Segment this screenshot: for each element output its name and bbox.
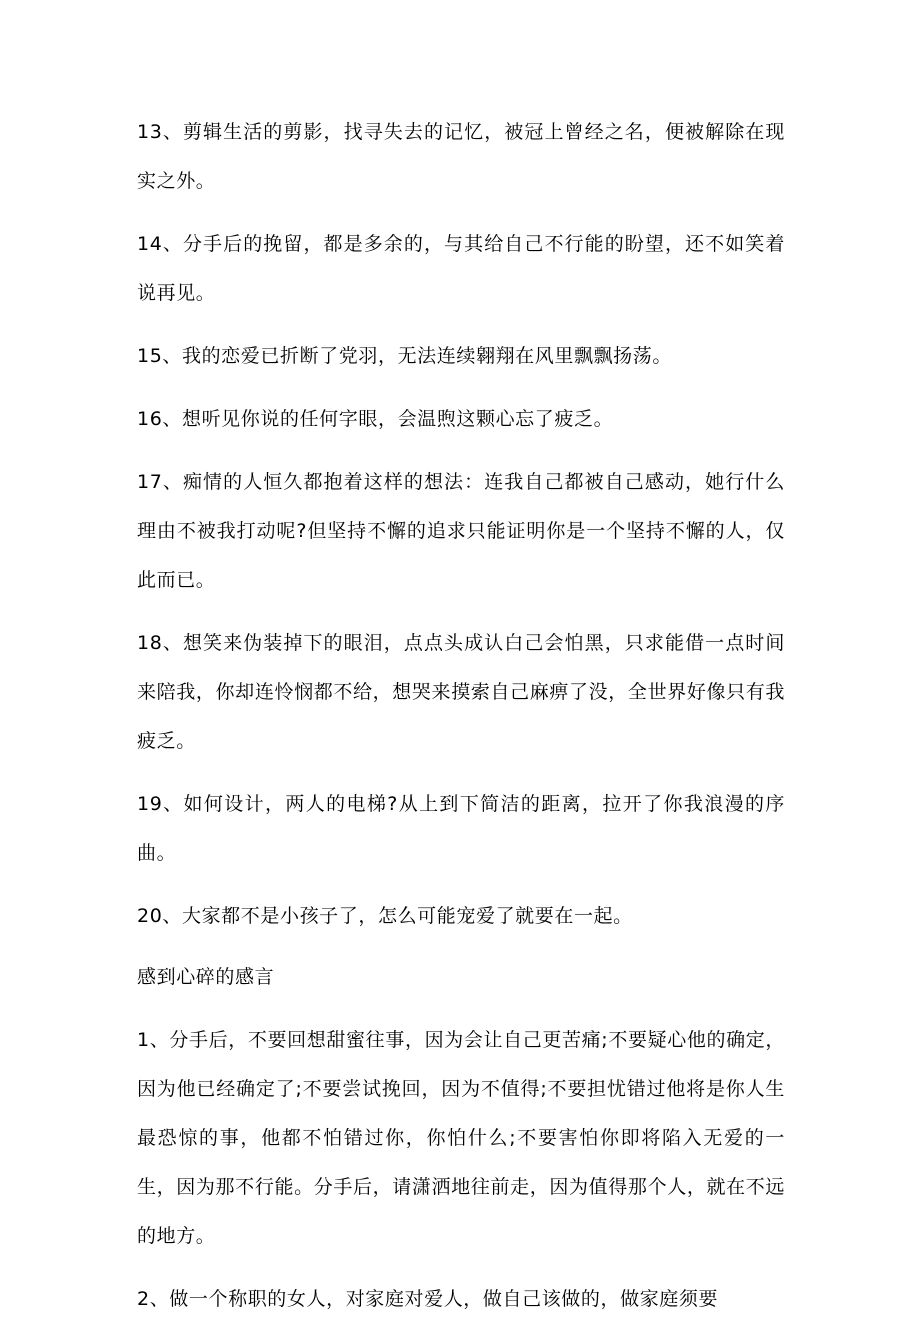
paragraph-19: 19、如何设计，两人的电梯?从上到下简洁的距离，拉开了你我浪漫的序曲。: [137, 793, 785, 864]
paragraph-17: 17、痴情的人恒久都抱着这样的想法：连我自己都被自己感动，她行什么理由不被我打动呢?但坚持不懈的追求只能证明你是一个坚持不懈的人，仅此而已。: [137, 471, 785, 591]
paragraph-16: 16、想听见你说的任何字眼，会温煦这颗心忘了疲乏。: [137, 408, 614, 430]
paragraph-18: 18、想笑来伪装掉下的眼泪，点点头成认白己会怕黑，只求能借一点时间来陪我，你却连怜悯都不给，想哭来摸索自己麻痹了没，全世界好像只有我疲乏。: [137, 632, 785, 752]
paragraph-13: 13、剪辑生活的剪影，找寻失去的记忆，被冠上曾经之名，便被解除在现实之外。: [137, 121, 785, 192]
paragraph-14: 14、分手后的挽留，都是多余的，与其给自己不行能的盼望，还不如笑着说再见。: [137, 233, 785, 304]
section-paragraph-2: 2、做一个称职的女人，对家庭对爱人，做自己该做的，做家庭须要: [137, 1288, 719, 1310]
paragraph-15: 15、我的恋爱已折断了党羽，无法连续翱翔在风里飘飘扬荡。: [137, 345, 672, 367]
document-body: [137, 108, 785, 1338]
paragraph-20: 20、大家都不是小孩子了，怎么可能宠爱了就要在一起。: [137, 905, 633, 927]
section-heading: 感到心碎的感言: [137, 966, 275, 988]
section-paragraph-1: 1、分手后，不要回想甜蜜往事，因为会让自己更苦痛;不要疑心他的确定，因为他已经确定了;不要尝试挽回，因为不值得;不要担忧错过他将是你人生最恐惊的事，他都不怕错过你，你怕什么;不要害怕你即将陷入无爱的一生，因为那不行能。分手后，请潇洒地往前走，因为值得那个人，就在不远的地方。: [137, 1029, 785, 1247]
